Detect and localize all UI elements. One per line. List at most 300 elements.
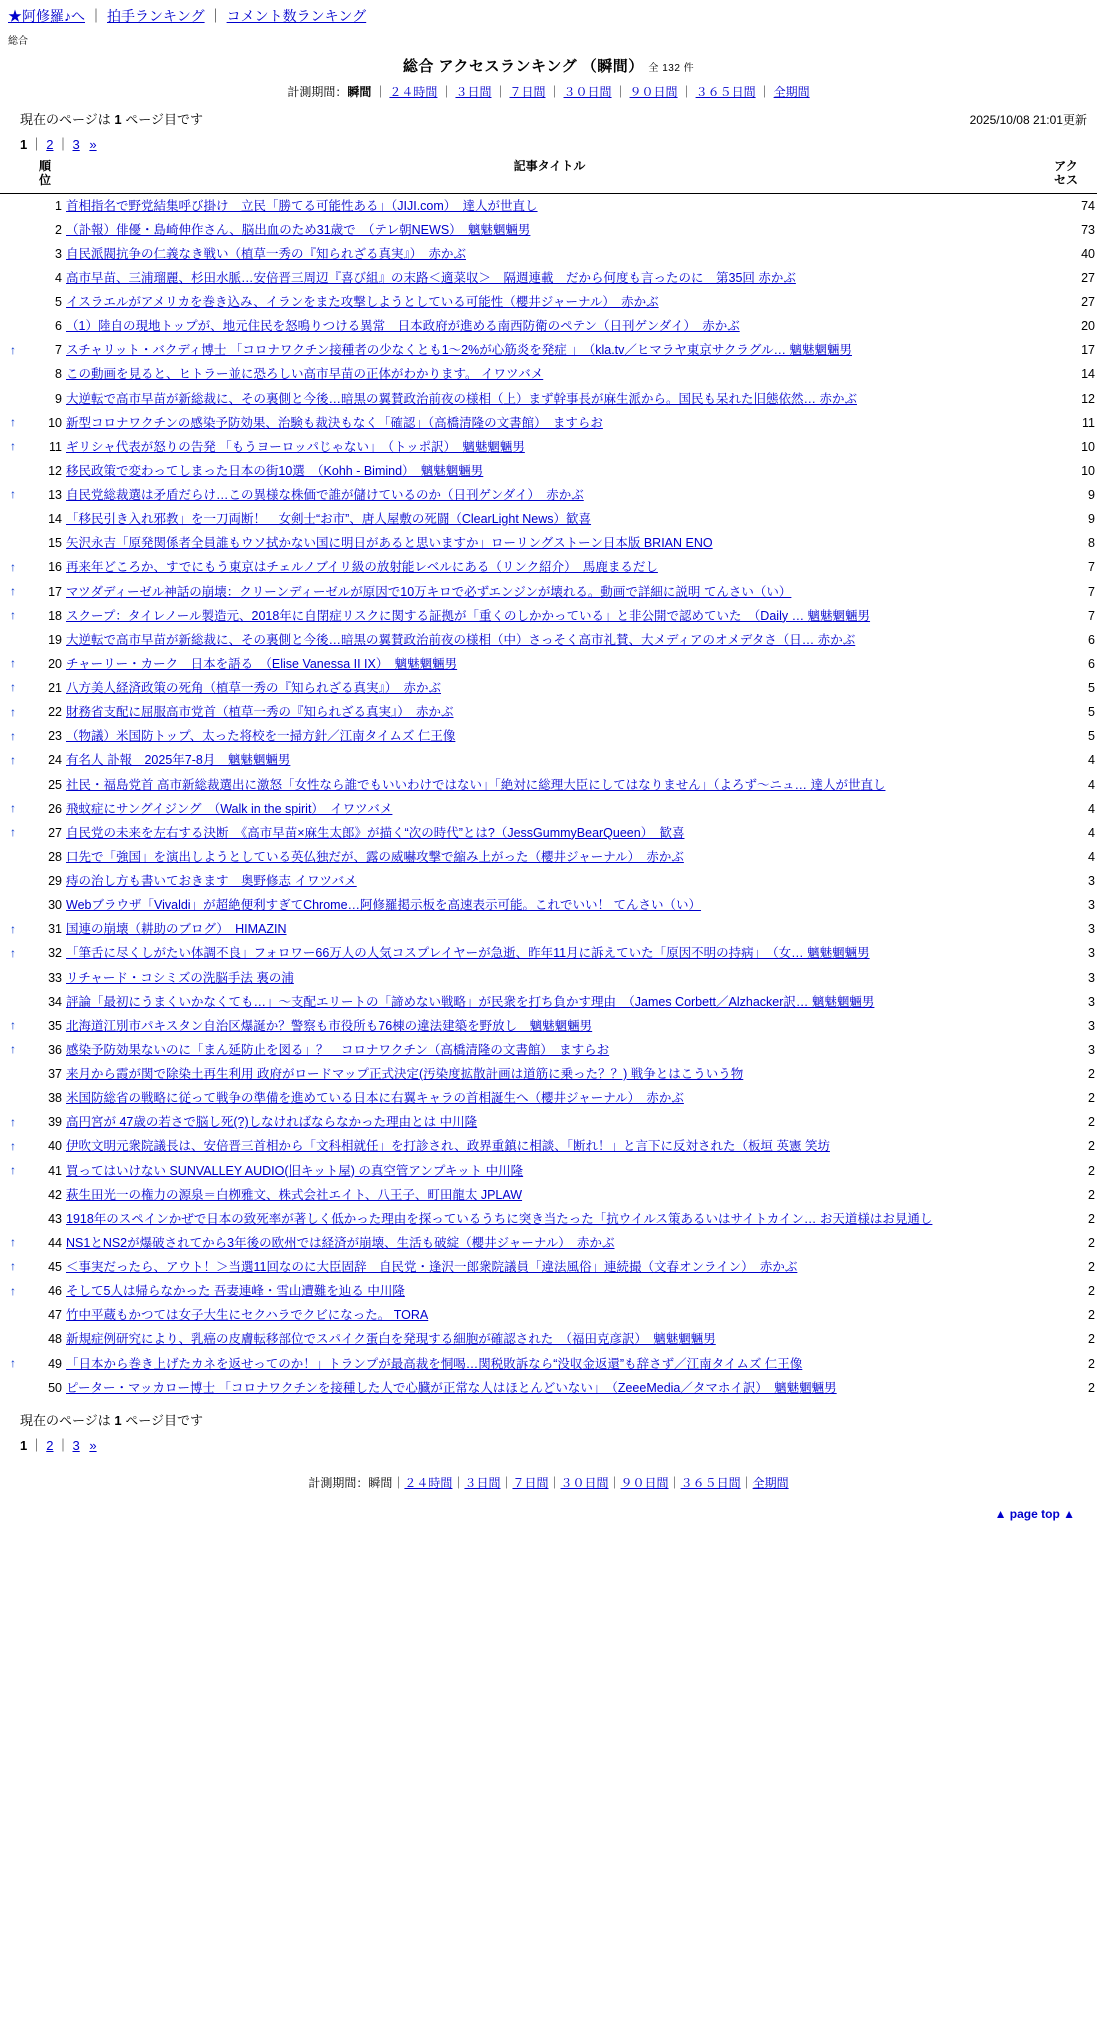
- rank-number: 37: [48, 1067, 62, 1082]
- article-title-link[interactable]: 自民党の未来を左右する決断 《高市早苗×麻生太郎》が描く“次の時代”とは?（JessGummyBearQueen） 歓喜: [66, 825, 685, 840]
- column-header-access-line1: アク: [1054, 159, 1078, 173]
- article-title-cell: [64, 1110, 1035, 1134]
- article-title-link[interactable]: 来月から霞が関で除染土再生利用 政府がロードマップ正式決定(汚染度拡散計画は道筋に乗った？？) 戦争とはこういう物: [66, 1067, 744, 1082]
- rank-arrow-placeholder: [0, 1303, 26, 1327]
- rank-arrow-placeholder: [0, 990, 26, 1014]
- access-count: 2: [1088, 1067, 1095, 1082]
- article-title-cell: [64, 821, 1035, 845]
- rank-arrow-placeholder: [0, 314, 26, 338]
- rank-up-arrow-icon: ↑: [10, 1355, 16, 1370]
- article-title-cell: [64, 700, 1035, 724]
- access-count: 5: [1088, 681, 1095, 696]
- article-title-link[interactable]: Webブラウザ「Vivaldi」が超絶便利すぎてChrome…阿修羅掲示板を高速表示可能。これでいい！ てんさい（い）: [66, 898, 702, 913]
- access-count: 4: [1088, 777, 1095, 792]
- article-title-link[interactable]: 有名人 訃報 2025年7-8月 魑魅魍魎男: [66, 753, 291, 768]
- article-title-link[interactable]: マツダディーゼル神話の崩壊：クリーンディーゼルが原因で10万キロで必ずエンジンが壊れる。動画で詳細に説明 てんさい（い）: [66, 584, 792, 599]
- period-option-7d-top[interactable]: ７日間: [509, 85, 546, 99]
- table-row: [0, 821, 1097, 845]
- access-count: 3: [1088, 1018, 1095, 1033]
- rank-number: 46: [48, 1284, 62, 1299]
- rank-up-arrow-icon: ↑: [10, 801, 16, 816]
- article-title-link[interactable]: 1918年のスペインかぜで日本の致死率が著しく低かった理由を探っているうちに突き当たった「抗ウイルス策あるいはサイトカイン… お天道様はお見通し: [66, 1211, 933, 1226]
- period-selector-top: [0, 83, 1097, 100]
- rank-up-arrow-icon: ↑: [10, 945, 16, 960]
- period-option-30d-top[interactable]: ３０日間: [563, 85, 612, 99]
- rank-arrow-placeholder: [0, 1327, 26, 1351]
- rank-number: 22: [48, 705, 62, 720]
- article-title-link[interactable]: NS1とNS2が爆破されてから3年後の欧州では経済が崩壊、生活も破綻（櫻井ジャーナル） 赤かぶ: [66, 1235, 615, 1250]
- article-title-link[interactable]: 新型コロナワクチンの感染予防効果、治験も裁決もなく「確認」（高橋清隆の文書館） ますらお: [66, 415, 603, 430]
- rank-up-arrow-icon: ↑: [10, 415, 16, 430]
- article-title-cell: [64, 1183, 1035, 1207]
- rank-number: 8: [55, 367, 62, 382]
- access-count: 27: [1081, 295, 1095, 310]
- page-status-prefix-top: 現在のページは: [20, 112, 111, 127]
- table-row: [0, 338, 1097, 362]
- rank-number: 21: [48, 681, 62, 696]
- rank-number: 42: [48, 1187, 62, 1202]
- access-count: 4: [1088, 753, 1095, 768]
- rank-up-arrow-icon: ↑: [10, 1114, 16, 1129]
- access-count: 3: [1088, 874, 1095, 889]
- article-title-link[interactable]: 高円宮が 47歳の若さで脳し死(?)しなければならなかった理由とは 中川隆: [66, 1115, 478, 1130]
- article-title-cell: [64, 266, 1035, 290]
- page-top-area: [0, 1491, 1097, 1531]
- rank-up-arrow-icon: ↑: [10, 342, 16, 357]
- period-option-all-bottom[interactable]: 全期間: [752, 1475, 789, 1490]
- period-bar-b3x: ｜: [548, 1475, 561, 1490]
- article-title-cell: [64, 1327, 1035, 1351]
- rank-number: 39: [48, 1115, 62, 1130]
- article-title-cell: [64, 435, 1035, 459]
- period-selector-bottom: [0, 1474, 1097, 1491]
- article-title-cell: [64, 338, 1035, 362]
- table-row: [0, 555, 1097, 579]
- article-title-link[interactable]: この動画を見ると、ヒトラー並に恐ろしい高市早苗の正体がわかります。 イワツバメ: [66, 367, 544, 382]
- table-row: [0, 1279, 1097, 1303]
- period-bar-b2x: ｜: [500, 1475, 513, 1490]
- rank-number: 27: [48, 825, 62, 840]
- nav-link-home[interactable]: ★阿修羅♪へ: [8, 8, 85, 24]
- rank-number: 29: [48, 874, 62, 889]
- rank-number: 11: [49, 439, 62, 454]
- article-title-link[interactable]: そして5人は帰らなかった 吾妻連峰・雪山遭難を辿る 中川隆: [66, 1284, 405, 1299]
- article-title-link[interactable]: 新規症例研究により、乳癌の皮膚転移部位でスパイク蛋白を発現する細胞が確認された （福田克彦訳） 魑魅魍魎男: [66, 1332, 716, 1347]
- article-title-link[interactable]: 財務省支配に屈服高市党首（植草一秀の『知られざる真実』） 赤かぶ: [66, 705, 454, 720]
- rank-number: 15: [48, 536, 62, 551]
- rank-up-arrow-icon: ↑: [10, 825, 16, 840]
- rank-number: 35: [48, 1018, 62, 1033]
- table-row: [0, 218, 1097, 242]
- table-row: [0, 773, 1097, 797]
- article-title-cell: [64, 869, 1035, 893]
- pager-bar-b1: ｜: [30, 1437, 44, 1453]
- pager-bar-b3: [80, 1438, 90, 1453]
- top-navigation: [0, 0, 1097, 30]
- rank-up-arrow-icon: ↑: [10, 704, 16, 719]
- article-title-link[interactable]: 萩生田光一の権力の源泉＝白栁雅文、株式会社エイト、八王子、町田龍太 JPLAW: [66, 1187, 523, 1202]
- access-count: 3: [1088, 994, 1095, 1009]
- table-row: [0, 966, 1097, 990]
- table-row: [0, 411, 1097, 435]
- page-title-text: 総合 アクセスランキング （瞬間）: [402, 58, 644, 75]
- period-bar-b4x: ｜: [608, 1475, 621, 1490]
- article-title-cell: [64, 1038, 1035, 1062]
- article-title-cell: [64, 483, 1035, 507]
- table-row: [0, 266, 1097, 290]
- pager-bar-t2: ｜: [56, 137, 70, 152]
- column-header-access: [1035, 157, 1097, 193]
- rank-number: 33: [48, 970, 62, 985]
- article-title-cell: [64, 242, 1035, 266]
- table-row: [0, 1014, 1097, 1038]
- access-count: 7: [1088, 584, 1095, 599]
- pager-page-2-bottom[interactable]: 2: [46, 1437, 54, 1453]
- table-row: [0, 1352, 1097, 1376]
- access-count: 4: [1088, 825, 1095, 840]
- table-row: [0, 748, 1097, 772]
- rank-arrow-placeholder: [0, 773, 26, 797]
- rank-number: 40: [48, 1139, 62, 1154]
- rank-up-arrow-icon: ↑: [10, 1259, 16, 1274]
- access-count: 5: [1088, 729, 1095, 744]
- period-option-90d-bottom[interactable]: ９０日間: [620, 1475, 669, 1490]
- rank-number: 13: [48, 488, 62, 503]
- period-option-3d-top[interactable]: ３日間: [455, 85, 492, 99]
- rank-arrow-placeholder: [0, 242, 26, 266]
- article-title-cell: [64, 676, 1035, 700]
- period-option-24h-top[interactable]: ２４時間: [389, 85, 438, 99]
- article-title-link[interactable]: ギリシャ代表が怒りの告発 「もうヨーロッパじゃない」 （トッポ訳） 魑魅魍魎男: [66, 439, 525, 454]
- period-option-30d-bottom[interactable]: ３０日間: [560, 1475, 609, 1490]
- rank-number: 44: [48, 1235, 62, 1250]
- pager-page-2-top[interactable]: 2: [46, 137, 54, 152]
- nav-link-comment-ranking[interactable]: コメント数ランキング: [226, 8, 367, 24]
- pager-current-bottom: 1: [20, 1437, 28, 1453]
- rank-number: 12: [48, 463, 62, 478]
- period-bar-t3: ｜: [548, 85, 561, 99]
- column-header-arrow: [0, 157, 26, 193]
- page-status-suffix-bottom: ページ目です: [125, 1412, 203, 1428]
- article-title-cell: [64, 290, 1035, 314]
- article-title-link[interactable]: 「移民引き入れ邪教」を一刀両断！ 女剣士“お市”、唐人屋敷の死闘（ClearLight News）歓喜: [66, 512, 592, 527]
- article-title-link[interactable]: 移民政策で変わってしまった日本の街10選 （Kohh - Bimind） 魑魅魍魎男: [66, 463, 484, 478]
- total-count: 全 132 件: [648, 63, 695, 74]
- table-row: [0, 797, 1097, 821]
- period-bar-b5x: ｜: [668, 1475, 681, 1490]
- article-title-cell: [64, 845, 1035, 869]
- rank-arrow-placeholder: [0, 1376, 26, 1400]
- table-row: [0, 1062, 1097, 1086]
- table-row: [0, 1327, 1097, 1351]
- rank-up-arrow-icon: ↑: [10, 1138, 16, 1153]
- rank-up-arrow-icon: ↑: [10, 1042, 16, 1057]
- table-row: [0, 507, 1097, 531]
- article-title-link[interactable]: 大逆転で高市早苗が新総裁に、その裏側と今後…暗黒の翼賛政治前夜の様相（上）まず幹事長が麻生派から。国民も呆れた旧態依然… 赤かぶ: [66, 391, 857, 406]
- rank-number: 19: [48, 632, 62, 647]
- article-title-link[interactable]: ピーター・マッカロー博士 「コロナワクチンを接種した人で心臓が正常な人はほとんどいない」 （ZeeeMedia／タマホイ訳） 魑魅魍魎男: [66, 1380, 837, 1395]
- article-title-link[interactable]: 八方美人経済政策の死角（植草一秀の『知られざる真実』） 赤かぶ: [66, 681, 442, 696]
- table-row: [0, 604, 1097, 628]
- table-row: [0, 990, 1097, 1014]
- access-count: 8: [1088, 536, 1095, 551]
- article-title-link[interactable]: 再来年どころか、すでにもう東京はチェルノブイリ級の放射能レベルにある（リンク紹介） 馬鹿まるだし: [66, 560, 658, 575]
- page-top-link[interactable]: ▲ page top ▲: [994, 1506, 1075, 1521]
- period-bar-t6: ｜: [758, 85, 771, 99]
- rank-up-arrow-icon: ↑: [10, 656, 16, 671]
- rank-number: 10: [48, 415, 62, 430]
- rank-number: 16: [48, 560, 62, 575]
- article-title-link[interactable]: 高市早苗、三浦瑠麗、杉田水脈…安倍晋三周辺『喜び組』の末路＜適菜収＞ 隔週連載 だから何度も言ったのに 第35回 赤かぶ: [66, 270, 796, 285]
- table-row: [0, 869, 1097, 893]
- period-label-bottom: 計測期間：: [308, 1475, 369, 1490]
- table-row: [0, 700, 1097, 724]
- rank-number: 28: [48, 849, 62, 864]
- page-status-text-top: [20, 109, 203, 128]
- rank-number: 17: [48, 584, 62, 599]
- article-title-link[interactable]: スクープ：タイレノール製造元、2018年に自閉症リスクに関する証拠が「重くのしかかっている」と非公開で認めていた （Daily … 魑魅魍魎男: [66, 608, 871, 623]
- article-title-cell: [64, 411, 1035, 435]
- article-title-link[interactable]: ＜事実だったら、アウト！＞当選11回なのに大臣固辞 自民党・逢沢一郎衆院議員「違法風俗」連続撮（文春オンライン） 赤かぶ: [66, 1260, 798, 1275]
- table-row: [0, 193, 1097, 218]
- article-title-link[interactable]: 竹中平蔵もかつては女子大生にセクハラでクビになった。 TORA: [66, 1308, 429, 1323]
- nav-separator-1: ｜: [89, 8, 103, 24]
- access-count: 20: [1081, 319, 1095, 334]
- rank-up-arrow-icon: ↑: [10, 608, 16, 623]
- pager-top: [0, 128, 1097, 155]
- page-status-number-bottom: 1: [114, 1412, 122, 1428]
- rank-up-arrow-icon: ↑: [10, 487, 16, 502]
- article-title-link[interactable]: （訃報）俳優・島崎伸作さん、脳出血のため31歳で （テレ朝NEWS） 魑魅魍魎男: [66, 222, 531, 237]
- article-title-cell: [64, 1255, 1035, 1279]
- access-count: 10: [1081, 439, 1095, 454]
- pager-next-top[interactable]: »: [89, 137, 97, 152]
- table-row: [0, 290, 1097, 314]
- access-count: 7: [1088, 608, 1095, 623]
- column-header-rank-line1: 順: [38, 159, 51, 173]
- pager-bar-t3: [80, 137, 90, 152]
- rank-number: 2: [55, 222, 62, 237]
- column-header-title: 記事タイトル: [64, 157, 1035, 193]
- article-title-cell: [64, 193, 1035, 218]
- article-title-cell: [64, 555, 1035, 579]
- access-count: 2: [1088, 1260, 1095, 1275]
- article-title-link[interactable]: 評論「最初にうまくいかなくても…」〜支配エリートの「諦めない戦略」が民衆を打ち負かす理由 （James Corbett／Alzhacker訳… 魑魅魍魎男: [66, 994, 875, 1009]
- table-row: [0, 845, 1097, 869]
- period-bar-t5: ｜: [680, 85, 693, 99]
- period-bar-t1: ｜: [440, 85, 453, 99]
- article-title-cell: [64, 773, 1035, 797]
- rank-arrow-placeholder: [0, 459, 26, 483]
- article-title-link[interactable]: （物議）米国防トップ、太った将校を一掃方針／江南タイムズ 仁王像: [66, 729, 456, 744]
- access-count: 2: [1088, 1356, 1095, 1371]
- access-count: 7: [1088, 560, 1095, 575]
- table-row: [0, 387, 1097, 411]
- article-title-link[interactable]: 首相指名で野党結集呼び掛け 立民「勝てる可能性ある」（JIJI.com） 達人が世直し: [66, 198, 538, 213]
- period-option-all-top[interactable]: 全期間: [773, 85, 810, 99]
- pager-bar-b2: ｜: [56, 1437, 70, 1453]
- article-title-link[interactable]: スチャリット・バクディ博士 「コロナワクチン接種者の少なくとも1～2%が心筋炎を発症 」 （kla.tv／ヒマラヤ東京サクラグル… 魑魅魍魎男: [66, 343, 852, 358]
- period-option-24h-bottom[interactable]: ２４時間: [404, 1475, 453, 1490]
- rank-number: 9: [55, 391, 62, 406]
- rank-number: 34: [48, 994, 62, 1009]
- article-title-cell: [64, 797, 1035, 821]
- article-title-cell: [64, 724, 1035, 748]
- article-title-link[interactable]: 自民派閥抗争の仁義なき戦い（植草一秀の『知られざる真実』） 赤かぶ: [66, 246, 467, 261]
- rank-up-arrow-icon: ↑: [10, 1283, 16, 1298]
- table-row: [0, 1086, 1097, 1110]
- article-title-link[interactable]: 飛蚊症にサングイジング （Walk in the spirit） イワツバメ: [66, 801, 393, 816]
- access-count: 3: [1088, 970, 1095, 985]
- article-title-cell: [64, 628, 1035, 652]
- period-option-7d-bottom[interactable]: ７日間: [512, 1475, 549, 1490]
- period-label-top: 計測期間：: [287, 85, 348, 99]
- period-option-365d-bottom[interactable]: ３６５日間: [680, 1475, 741, 1490]
- article-title-link[interactable]: 米国防総省の戦略に従って戦争の準備を進めている日本に右翼キャラの首相誕生へ（櫻井ジャーナル） 赤かぶ: [66, 1091, 684, 1106]
- rank-number: 36: [48, 1042, 62, 1057]
- article-title-cell: [64, 652, 1035, 676]
- access-count: 14: [1081, 367, 1095, 382]
- rank-arrow-placeholder: [0, 362, 26, 386]
- article-title-cell: [64, 1376, 1035, 1400]
- access-count: 2: [1088, 1091, 1095, 1106]
- article-title-cell: [64, 1014, 1035, 1038]
- rank-number: 30: [48, 898, 62, 913]
- page-status-bottom: [0, 1400, 1097, 1429]
- article-title-link[interactable]: リチャード・コシミズの洗脳手法 裏の浦: [66, 970, 294, 985]
- rank-number: 47: [48, 1308, 62, 1323]
- rank-arrow-placeholder: [0, 387, 26, 411]
- article-title-cell: [64, 1231, 1035, 1255]
- rank-up-arrow-icon: ↑: [10, 1162, 16, 1177]
- rank-arrow-placeholder: [0, 531, 26, 555]
- table-row: [0, 1231, 1097, 1255]
- table-row: [0, 893, 1097, 917]
- table-row: [0, 580, 1097, 604]
- article-title-cell: [64, 1086, 1035, 1110]
- article-title-link[interactable]: 自民党総裁選は矛盾だらけ…この異様な株価で誰が儲けているのか（日刊ゲンダイ） 赤かぶ: [66, 488, 584, 503]
- article-title-link[interactable]: 社民・福島党首 高市新総裁選出に激怒「女性なら誰でもいいわけではない」「絶対に総理大臣にしてはなりません」（よろず〜ニュ… 達人が世直し: [66, 777, 886, 792]
- article-title-link[interactable]: 伊吹文明元衆院議長は、安倍晋三首相から「文科相就任」を打診され、政界重鎮に相談、「断れ！」と言下に反対された（板垣 英憲 笑坊: [66, 1139, 830, 1154]
- article-title-link[interactable]: 「筆舌に尽くしがたい体調不良」フォロワー66万人の人気コスプレイヤーが急逝、昨年11月に訴えていた「原因不明の持病」 （女… 魑魅魍魎男: [66, 946, 870, 961]
- rank-up-arrow-icon: ↑: [10, 559, 16, 574]
- rank-number: 50: [48, 1380, 62, 1395]
- article-title-link[interactable]: 北海道江別市パキスタン自治区爆誕か？警察も市役所も76棟の違法建築を野放し 魑魅魍魎男: [66, 1018, 593, 1033]
- rank-up-arrow-icon: ↑: [10, 728, 16, 743]
- rank-number: 23: [48, 729, 62, 744]
- period-bar-b1x: ｜: [452, 1475, 465, 1490]
- article-title-cell: [64, 387, 1035, 411]
- article-title-cell: [64, 990, 1035, 1014]
- access-count: 2: [1088, 1308, 1095, 1323]
- rank-arrow-placeholder: [0, 193, 26, 218]
- pager-page-3-top[interactable]: 3: [72, 137, 80, 152]
- rank-arrow-placeholder: [0, 869, 26, 893]
- access-count: 2: [1088, 1163, 1095, 1178]
- rank-up-arrow-icon: ↑: [10, 439, 16, 454]
- rank-up-arrow-icon: ↑: [10, 921, 16, 936]
- article-title-link[interactable]: 感染予防効果ないのに「まん延防止を図る」？ コロナワクチン（高橋清隆の文書館） ますらお: [66, 1042, 610, 1057]
- period-bar-t4: ｜: [614, 85, 627, 99]
- period-option-90d-top[interactable]: ９０日間: [629, 85, 678, 99]
- column-header-rank: [26, 157, 64, 193]
- access-count: 4: [1088, 801, 1095, 816]
- table-row: [0, 1376, 1097, 1400]
- article-title-cell: [64, 1303, 1035, 1327]
- period-current-bottom: 瞬間: [368, 1475, 393, 1490]
- table-row: [0, 628, 1097, 652]
- article-title-cell: [64, 604, 1035, 628]
- access-count: 2: [1088, 1235, 1095, 1250]
- article-title-link[interactable]: 「日本から巻き上げたカネを返せってのか！」トランプが最高裁を恫喝…関税敗訴なら“没収金返還”も辞さず／江南タイムズ 仁王像: [66, 1356, 803, 1371]
- period-option-3d-bottom[interactable]: ３日間: [464, 1475, 501, 1490]
- rank-number: 48: [48, 1332, 62, 1347]
- nav-link-applause-ranking[interactable]: 拍手ランキング: [107, 8, 205, 24]
- table-row: [0, 652, 1097, 676]
- access-count: 9: [1088, 512, 1095, 527]
- rank-arrow-placeholder: [0, 1062, 26, 1086]
- article-title-link[interactable]: 国連の崩壊（耕助のブログ） HIMAZIN: [66, 922, 287, 937]
- article-title-link[interactable]: イスラエルがアメリカを巻き込み、イランをまた攻撃しようとしている可能性（櫻井ジャーナル） 赤かぶ: [66, 295, 659, 310]
- rank-number: 41: [48, 1163, 62, 1178]
- rank-arrow-placeholder: [0, 1183, 26, 1207]
- ranking-table-body: [0, 193, 1097, 1400]
- access-count: 3: [1088, 898, 1095, 913]
- article-title-cell: [64, 941, 1035, 965]
- ranking-table: [0, 157, 1097, 1400]
- rank-arrow-placeholder: [0, 290, 26, 314]
- rank-number: 1: [55, 198, 62, 213]
- access-count: 2: [1088, 1284, 1095, 1299]
- rank-number: 25: [48, 777, 62, 792]
- table-row: [0, 483, 1097, 507]
- period-bar-t0: ｜: [374, 85, 387, 99]
- article-title-link[interactable]: 買ってはいけない SUNVALLEY AUDIO(旧キット屋) の真空管アンプキット 中川隆: [66, 1163, 524, 1178]
- period-option-365d-top[interactable]: ３６５日間: [695, 85, 756, 99]
- article-title-link[interactable]: 大逆転で高市早苗が新総裁に、その裏側と今後…暗黒の翼賛政治前夜の様相（中）さっそく高市礼賛、大メディアのオメデタさ（日… 赤かぶ: [66, 632, 856, 647]
- access-count: 11: [1082, 415, 1095, 430]
- access-count: 2: [1088, 1115, 1095, 1130]
- access-count: 2: [1088, 1187, 1095, 1202]
- article-title-cell: [64, 314, 1035, 338]
- pager-next-bottom[interactable]: »: [89, 1437, 97, 1453]
- article-title-cell: [64, 966, 1035, 990]
- rank-up-arrow-icon: ↑: [10, 1235, 16, 1250]
- article-title-link[interactable]: 矢沢永吉「原発関係者全員誰もウソ拭かない国に明日があると思いますか」ローリングストーン日本版 BRIAN ENO: [66, 536, 713, 551]
- article-title-cell: [64, 531, 1035, 555]
- table-row: [0, 435, 1097, 459]
- access-count: 4: [1088, 849, 1095, 864]
- access-count: 3: [1088, 1042, 1095, 1057]
- rank-number: 4: [55, 270, 62, 285]
- table-row: [0, 1183, 1097, 1207]
- rank-arrow-placeholder: [0, 966, 26, 990]
- article-title-link[interactable]: 痔の治し方も書いておきます 奥野修志 イワツバメ: [66, 874, 357, 889]
- table-row: [0, 531, 1097, 555]
- article-title-link[interactable]: 口先で「強国」を演出しようとしている英仏独だが、露の威嚇攻撃で縮み上がった（櫻井ジャーナル） 赤かぶ: [66, 849, 684, 864]
- rank-number: 26: [48, 801, 62, 816]
- rank-up-arrow-icon: ↑: [10, 1018, 16, 1033]
- article-title-cell: [64, 1352, 1035, 1376]
- table-row: [0, 1038, 1097, 1062]
- article-title-link[interactable]: チャーリー・カーク 日本を語る （Elise Vanessa II IX） 魑魅魍魎男: [66, 656, 458, 671]
- rank-number: 6: [55, 319, 62, 334]
- table-row: [0, 1255, 1097, 1279]
- article-title-link[interactable]: （1）陸自の現地トップが、地元住民を怒鳴りつける異常 日本政府が進める南西防衛のペテン（日刊ゲンダイ） 赤かぶ: [66, 319, 740, 334]
- article-title-cell: [64, 1062, 1035, 1086]
- pager-page-3-bottom[interactable]: 3: [72, 1437, 80, 1453]
- rank-number: 32: [48, 946, 62, 961]
